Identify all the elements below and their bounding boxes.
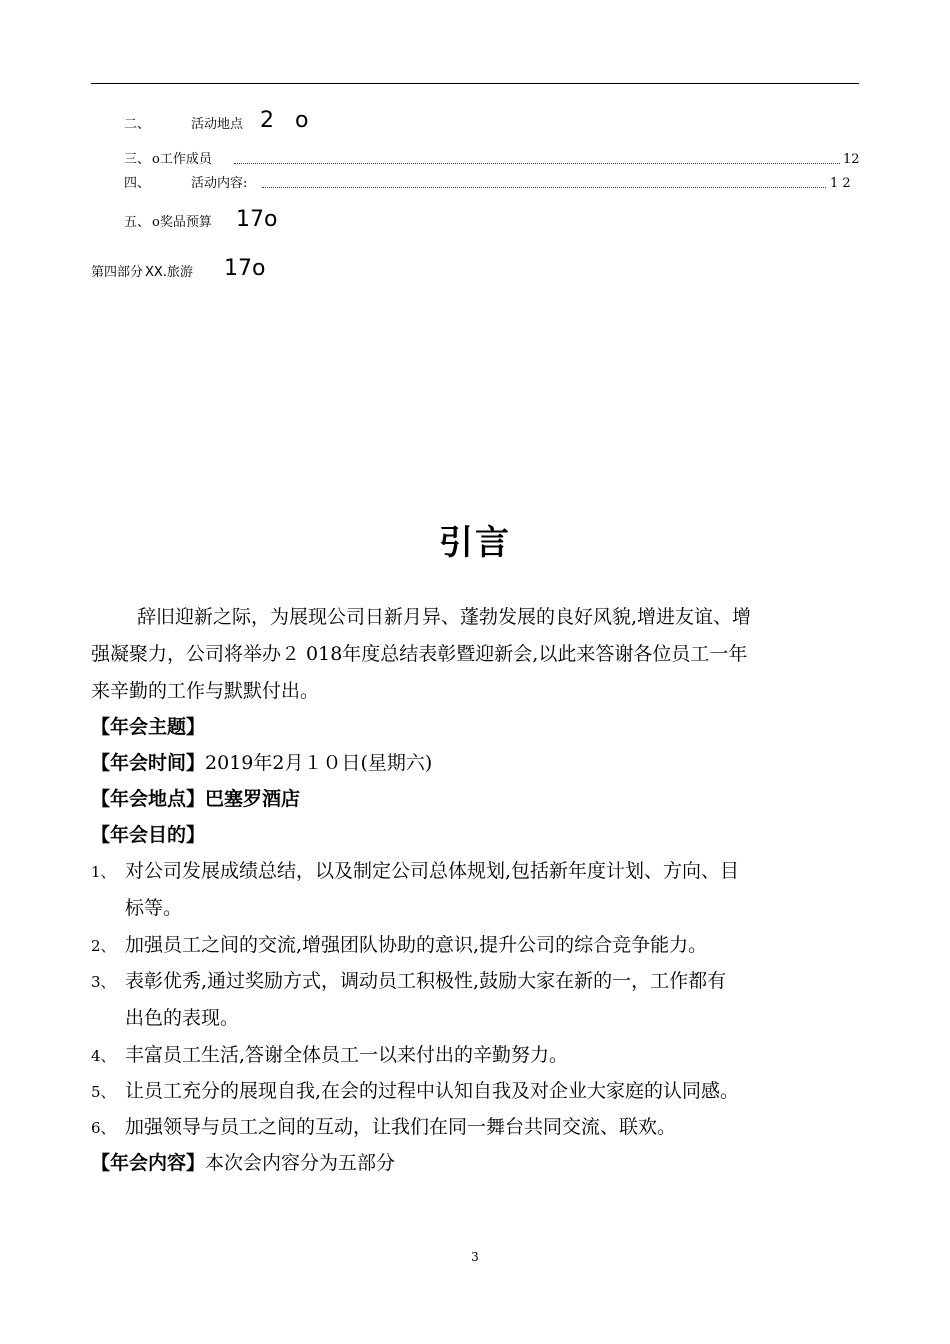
list-item — [91, 1046, 859, 1065]
toc-num: 二、 — [124, 117, 151, 132]
header-rule — [91, 83, 859, 84]
purpose-heading: 【年会目的】 — [91, 824, 206, 846]
list-item — [91, 1082, 859, 1101]
toc-page: 2 — [260, 108, 274, 133]
list-item-num: 6、 — [91, 1119, 116, 1137]
toc-label: o奖品预算 — [152, 215, 212, 230]
place-heading: 【年会地点】巴塞罗酒店 — [91, 788, 301, 810]
toc-page: 17o — [236, 207, 278, 232]
intro-line-1: 辞旧迎新之际，为展现公司日新月异、蓬勃发展的良好风貌,增进友谊、增 — [137, 606, 752, 628]
toc-page: 12 — [843, 152, 860, 167]
toc-num: 三、 — [124, 152, 151, 167]
content-value: 本次会内容分为五部分 — [205, 1152, 396, 1174]
list-item-text: 让员工充分的展现自我,在会的过程中认知自我及对企业大家庭的认同感。 — [125, 1080, 740, 1102]
list-item-continuation: 出色的表现。 — [125, 1007, 240, 1029]
page-number: 3 — [471, 1250, 479, 1264]
list-item-text: 加强员工之间的交流,增强团队协助的意识,提升公司的综合竞争能力。 — [125, 934, 708, 956]
time-heading: 【年会时间】 — [91, 752, 206, 774]
toc-page: 17o — [224, 256, 266, 281]
list-item-text: 对公司发展成绩总结，以及制定公司总体规划,包括新年度计划、方向、目 — [125, 860, 740, 882]
list-item — [91, 936, 859, 955]
content-heading: 【年会内容】 — [91, 1152, 206, 1174]
intro-line-3: 来辛勤的工作与默默付出。 — [91, 680, 320, 702]
toc-label: 活动地点 — [191, 117, 244, 132]
intro-line-2: 强凝聚力，公司将举办２ 018年度总结表彰暨迎新会,以此来答谢各位员工一年 — [91, 643, 748, 665]
toc-page: 1 2 — [830, 176, 851, 191]
toc-num: 五、 — [124, 215, 151, 230]
toc-label: 第四部分 — [91, 265, 144, 280]
toc-leader-dots — [234, 163, 840, 164]
list-item-num: 3、 — [91, 973, 116, 991]
list-item-text: 丰富员工生活,答谢全体员工一以来付出的辛勤努力。 — [125, 1044, 569, 1066]
toc-label: 活动内容: — [191, 176, 248, 191]
toc-label: o工作成员 — [152, 152, 212, 167]
list-item-num: 4、 — [91, 1047, 116, 1065]
toc-tail: o — [295, 108, 309, 133]
content-row — [91, 1154, 859, 1173]
time-value: 2019年2月１０日(星期六) — [205, 752, 433, 774]
list-item-text: 加强领导与员工之间的互动，让我们在同一舞台共同交流、联欢。 — [125, 1116, 677, 1138]
list-item — [91, 862, 859, 881]
list-item — [91, 1118, 859, 1137]
list-item-num: 1、 — [91, 863, 116, 881]
theme-heading: 【年会主题】 — [91, 716, 206, 738]
time-row — [91, 754, 859, 773]
list-item-continuation: 标等。 — [125, 897, 183, 919]
page-title: 引言 — [439, 523, 511, 563]
list-item-num: 2、 — [91, 937, 116, 955]
list-item-num: 5、 — [91, 1083, 116, 1101]
toc-leader-dots — [262, 187, 826, 188]
list-item-text: 表彰优秀,通过奖励方式，调动员工积极性,鼓励大家在新的一，工作都有 — [125, 970, 727, 992]
toc-num: 四、 — [124, 176, 151, 191]
toc-label-2: XX.旅游 — [145, 265, 193, 280]
list-item — [91, 972, 859, 991]
